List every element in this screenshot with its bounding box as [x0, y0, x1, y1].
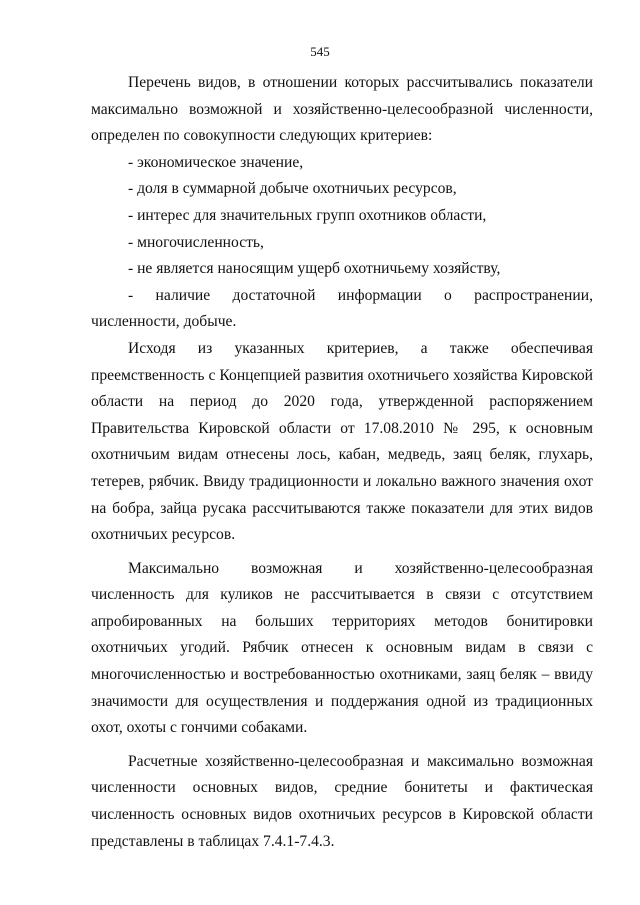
page-number: 545 [310, 44, 330, 59]
criteria-item: - многочисленность, [128, 233, 264, 251]
paragraph-tables-reference: Расчетные хозяйственно-целесообразная и максимально возможная численности основных видов, средние бонитеты и фактическая численность основных видов охотничьих ресурсов в Кировской области представлены в таблицах 7.4.1-7.4.3. [91, 752, 593, 850]
criteria-item: - наличие достаточной информации о распространении, численности, добыче. [91, 286, 593, 331]
paragraph-main-species: Исходя из указанных критериев, а также обеспечивая преемственность с Концепцией развития охотничьего хозяйства Кировской области на период до 2020 года, утвержденной распоряжением Правительства Кировской области от 17.08.2010 № 295, к основным охотничьим видам отнесены лось, кабан, медведь, заяц беляк, глухарь, тетерев, рябчик. Ввиду традиционности и локально важного значения охот на бобра, зайца русака рассчитываются также показатели для этих видов охотничьих ресурсов. [91, 339, 593, 544]
criteria-item: - доля в суммарной добыче охотничьих ресурсов, [128, 180, 457, 198]
criteria-item: - экономическое значение, [128, 153, 304, 171]
paragraph-waders-grouse: Максимально возможная и хозяйственно-целесообразная численность для куликов не рассчитывается в связи с отсутствием апробированных на больших территориях методов бонитировки охотничьих угодий. Рябчик отнесен к основным видам в связи с многочисленностью и востребованностью охотниками, заяц беляк – ввиду значимости для осуществления и поддержания одной из традиционных охот, охоты с гончими собаками. [91, 559, 593, 737]
criteria-item: - не является наносящим ущерб охотничьему хозяйству, [128, 260, 501, 278]
paragraph-intro: Перечень видов, в отношении которых рассчитывались показатели максимально возможной и хозяйственно-целесообразной численности, определен по совокупности следующих критериев: [91, 74, 593, 145]
criteria-list [91, 150, 593, 336]
criteria-item: - интерес для значительных групп охотников области, [128, 206, 487, 224]
paragraph-gap [91, 549, 593, 556]
paragraph-gap [91, 742, 593, 749]
page-content [91, 70, 593, 855]
